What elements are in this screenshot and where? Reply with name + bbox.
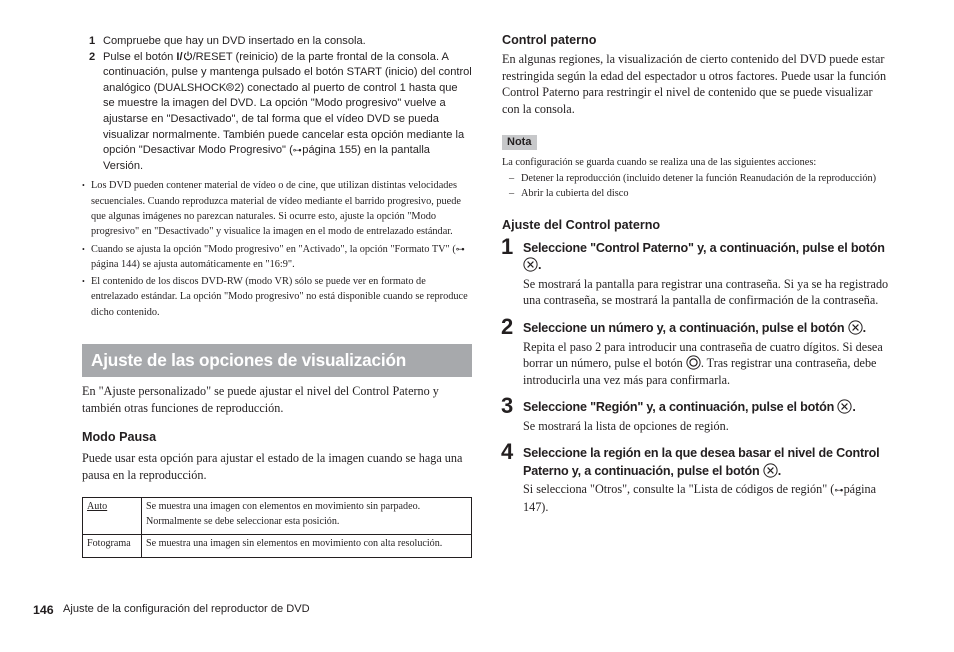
note-text: La configuración se guarda cuando se realiza una de las siguientes acciones: xyxy=(502,157,817,169)
step-desc xyxy=(523,481,892,515)
list-item: – Detener la reproducción (incluido detener la función Reanudación de la reproducción) xyxy=(502,171,892,187)
cross-button-icon xyxy=(837,399,852,414)
page-ref: página 144 xyxy=(91,258,137,270)
left-column xyxy=(82,34,472,322)
page-ref: página 155 xyxy=(302,144,358,157)
step-title: Seleccione la región en la que desea basar el nivel de Control Paterno y, a continuación, pulse el botón . xyxy=(523,446,880,478)
instruction-step-1 xyxy=(501,233,892,309)
power-icon: I/ xyxy=(176,51,192,63)
cross-button-icon xyxy=(523,257,538,272)
section-body xyxy=(82,383,472,483)
bullet-text: Los DVD pueden contener material de vídeo o de cine, que utilizan distintas velocidades secuenciales. Cuando reproduzca material de vídeo mediante el barrido progresivo, puede que algunas imágenes no parezcan naturales. Si ocurre esto, ajuste la opción "Modo progresivo" en "Desactivado" y visualice la imagen en el modo de entrelazado estándar. xyxy=(91,180,461,238)
step-1 xyxy=(82,34,472,50)
footer-title: Ajuste de la configuración del reproductor de DVD xyxy=(63,603,310,615)
bullet-text-a: Cuando se ajusta la opción "Modo progresivo" en "Activado", la opción "Formato TV" ( xyxy=(91,243,456,255)
step-title-text: Seleccione un número y, a continuación, pulse el botón xyxy=(523,321,845,336)
instruction-step-2 xyxy=(501,314,892,388)
step-desc xyxy=(523,339,892,389)
control-text: En algunas regiones, la visualización de cierto contenido del DVD puede estar restringida según la edad del espectador u otros factores. Puede usar la función Control Paterno para restringir el nivel de contenido que se puede visualizar con la consola. xyxy=(502,52,887,116)
table-row xyxy=(83,535,472,558)
right-column xyxy=(502,33,892,527)
table-cell-option xyxy=(83,535,142,558)
ref-arrow-icon: ⊶ xyxy=(455,243,464,254)
step-title: Seleccione un número y, a continuación, pulse el botón . xyxy=(523,321,866,336)
step-text-c: 2) conectado al puerto de control 1 hasta que se muestre la imagen del DVD. La opción "Modo progresivo" vuelve a ajustarse en "Desactivado", de tal forma que el vídeo DVD se pueda visualizar normalmente. También puede cancelar esta opción mediante la opción "Desactivar Modo Progresivo" ( xyxy=(103,81,465,157)
instruction-step-3 xyxy=(501,393,892,434)
step-text: Compruebe que hay un DVD insertado en la consola. xyxy=(103,35,366,47)
list-item xyxy=(82,242,472,273)
step-title: Seleccione "Región" y, a continuación, pulse el botón . xyxy=(523,400,856,415)
step-title-text: Seleccione "Región" y, a continuación, pulse el botón xyxy=(523,400,835,415)
notes-list xyxy=(82,178,472,320)
list-item xyxy=(82,178,472,239)
list-item: – Abrir la cubierta del disco xyxy=(502,186,892,202)
bullet-text: El contenido de los discos DVD-RW (modo VR) sólo se puede ver en formato de entrelazado estándar. La opción "Modo progresivo" no está disponible cuando se reproduce dicho contenido. xyxy=(91,276,468,318)
step-text-d: ) en la pantalla Versión. xyxy=(103,144,430,172)
table-cell-option xyxy=(83,498,142,535)
step-desc-b: ). xyxy=(541,500,549,515)
intro-text: En "Ajuste personalizado" se puede ajustar el nivel del Control Paterno y también otras funciones de reproducción. xyxy=(82,384,439,415)
step-title-text: Seleccione "Control Paterno" y, a continuación, pulse el botón xyxy=(523,240,885,255)
step-number: 4 xyxy=(501,439,514,465)
step-text-b: /RESET (reinicio) de la parte frontal de la consola. A continuación, pulse y mantenga pulsado el botón START (inicio) del control analógico (DUALSHOCK xyxy=(103,50,472,94)
cross-button-icon xyxy=(848,320,863,335)
page-ref: página 147 xyxy=(523,482,877,515)
ref-arrow-icon: ⊶ xyxy=(292,145,303,156)
step-text-a: Pulse el botón xyxy=(103,50,177,63)
step-desc-a: Si selecciona "Otros", consulte la "Lista de códigos de región" ( xyxy=(523,482,835,497)
step-desc: Se mostrará la lista de opciones de región. xyxy=(523,418,729,433)
table-cell-desc: Se muestra una imagen sin elementos en movimiento con alta resolución. xyxy=(142,535,472,558)
step-title-text: Seleccione la región en la que desea basar el nivel de Control Paterno y, a continuación, pulse el botón xyxy=(523,446,880,478)
option-label: Fotograma xyxy=(87,538,131,550)
step-2 xyxy=(82,50,472,175)
modo-pausa-text: Puede usar esta opción para ajustar el estado de la imagen cuando se haga una pausa en la reproducción. xyxy=(82,451,463,482)
modo-pausa-heading: Modo Pausa xyxy=(82,430,157,445)
table-cell-desc: Se muestra una imagen con elementos en movimiento sin parpadeo. Normalmente se debe seleccionar esta posición. xyxy=(142,498,472,535)
svg-text:R: R xyxy=(228,84,233,91)
step-desc-b: . Tras registrar una contraseña, debe introducirla una vez más para confirmarla. xyxy=(523,356,877,387)
option-label: Auto xyxy=(87,501,108,512)
adjust-heading: Ajuste del Control paterno xyxy=(502,217,661,232)
step-desc-a: Repita el paso 2 para introducir una contraseña de cuatro dígitos. Si desea borrar un número, pulse el botón xyxy=(523,339,883,371)
list-item xyxy=(82,274,472,320)
step-number: 1 xyxy=(501,233,514,259)
step-number: 1 xyxy=(89,35,96,47)
step-number: 3 xyxy=(501,393,514,419)
page-number: 146 xyxy=(33,603,54,617)
cross-button-icon xyxy=(763,463,778,478)
step-number: 2 xyxy=(89,50,96,63)
ref-arrow-icon: ⊶ xyxy=(834,485,844,496)
table-row xyxy=(83,498,472,535)
step-title: Seleccione "Control Paterno" y, a continuación, pulse el botón . xyxy=(523,240,885,273)
bullet-text-b: ) se ajusta automáticamente en "16:9". xyxy=(136,258,295,270)
step-desc: Se mostrará la pantalla para registrar una contraseña. Si ya se ha registrado una contraseña, se mostrará la pantalla de confirmación de la contraseña. xyxy=(523,276,889,308)
instruction-step-4 xyxy=(501,439,892,515)
options-table xyxy=(82,497,472,558)
section-title: Ajuste de las opciones de visualización xyxy=(82,344,472,377)
circle-button-icon xyxy=(686,355,701,370)
note-badge: Nota xyxy=(502,135,537,150)
control-heading: Control paterno xyxy=(502,33,597,47)
step-number: 2 xyxy=(501,314,514,340)
